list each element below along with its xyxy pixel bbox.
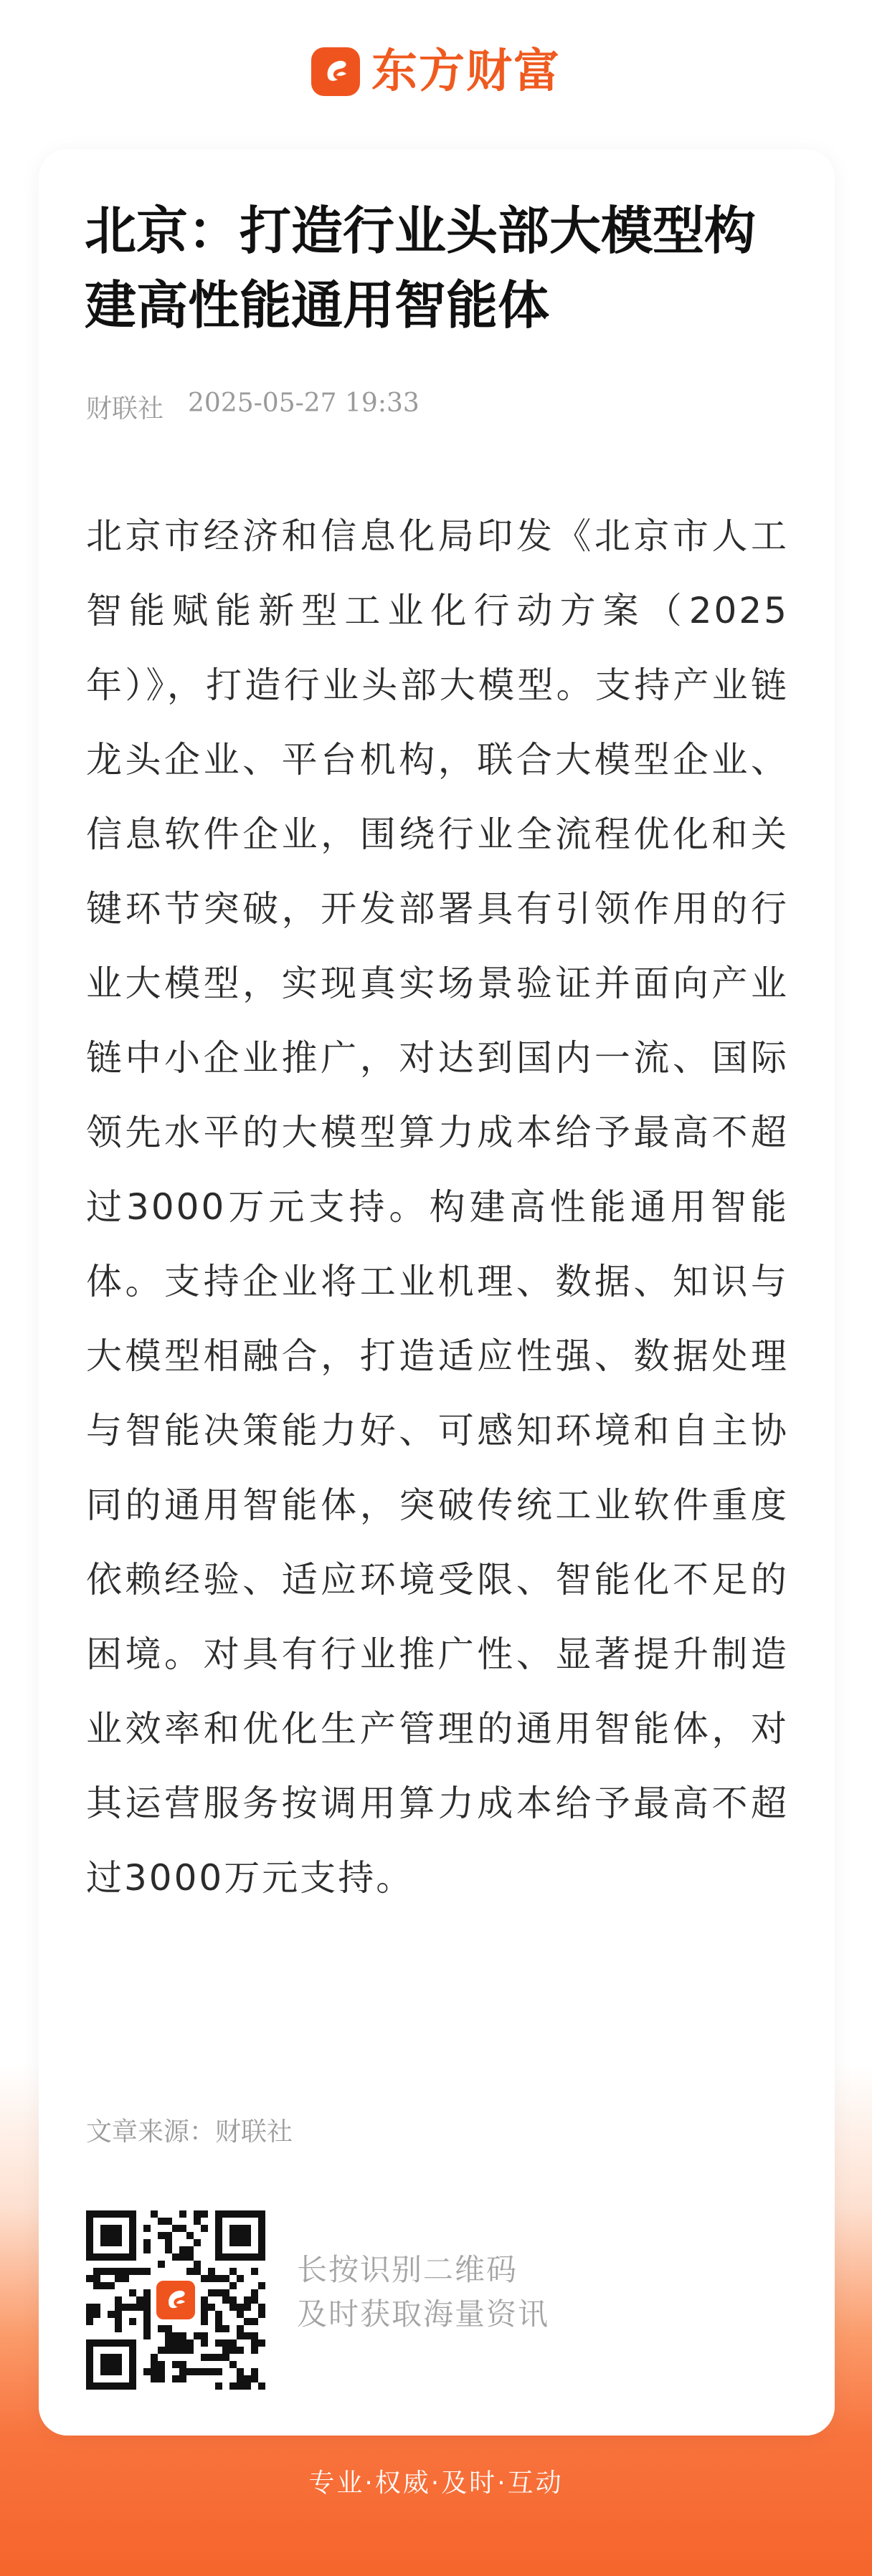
article-datetime: 2025-05-27 19:33: [188, 388, 420, 418]
qr-caption-line2: 及时获取海量资讯: [297, 2296, 550, 2332]
article-body: 北京市经济和信息化局印发《北京市人工智能赋能新型工业化行动方案（2025年）》，打造行业头部大模型。支持产业链龙头企业、平台机构，联合大模型企业、信息软件企业，围绕行业全流程优化和关键环节突破，开发部署具有引领作用的行业大模型，实现真实场景验证并面向产业链中小企业推广，对达到国内一流、国际领先水平的大模型算力成本给予最高不超过3000万元支持。构建高性能通用智能体。支持企业将工业机理、数据、知识与大模型相融合，打造适应性强、数据处理与智能决策能力好、可感知环境和自主协同的通用智能体，突破传统工业软件重度依赖经验、适应环境受限、智能化不足的困境。对具有行业推广性、显著提升制造业效率和优化生产管理的通用智能体，对其运营服务按调用算力成本给予最高不超过3000万元支持。: [86, 515, 789, 1899]
qr-center-logo-icon: [152, 2276, 199, 2324]
app-header: [0, 0, 872, 143]
article-meta: [86, 388, 420, 425]
article-card: [39, 149, 835, 2436]
qr-code-icon[interactable]: [86, 2210, 265, 2390]
footer-slogan: 专业·权威·及时·互动: [308, 2468, 564, 2498]
qr-caption: [297, 2248, 549, 2337]
article-title: 北京：打造行业头部大模型构建高性能通用智能体: [85, 201, 757, 335]
qr-caption-line1: 长按识别二维码: [297, 2252, 518, 2287]
brand-name: 东方财富: [371, 45, 561, 98]
eastmoney-logo-icon: [311, 47, 360, 96]
brand: [311, 47, 561, 96]
article-source-line: 文章来源：财联社: [86, 2117, 293, 2147]
article-source: 财联社: [86, 394, 164, 424]
